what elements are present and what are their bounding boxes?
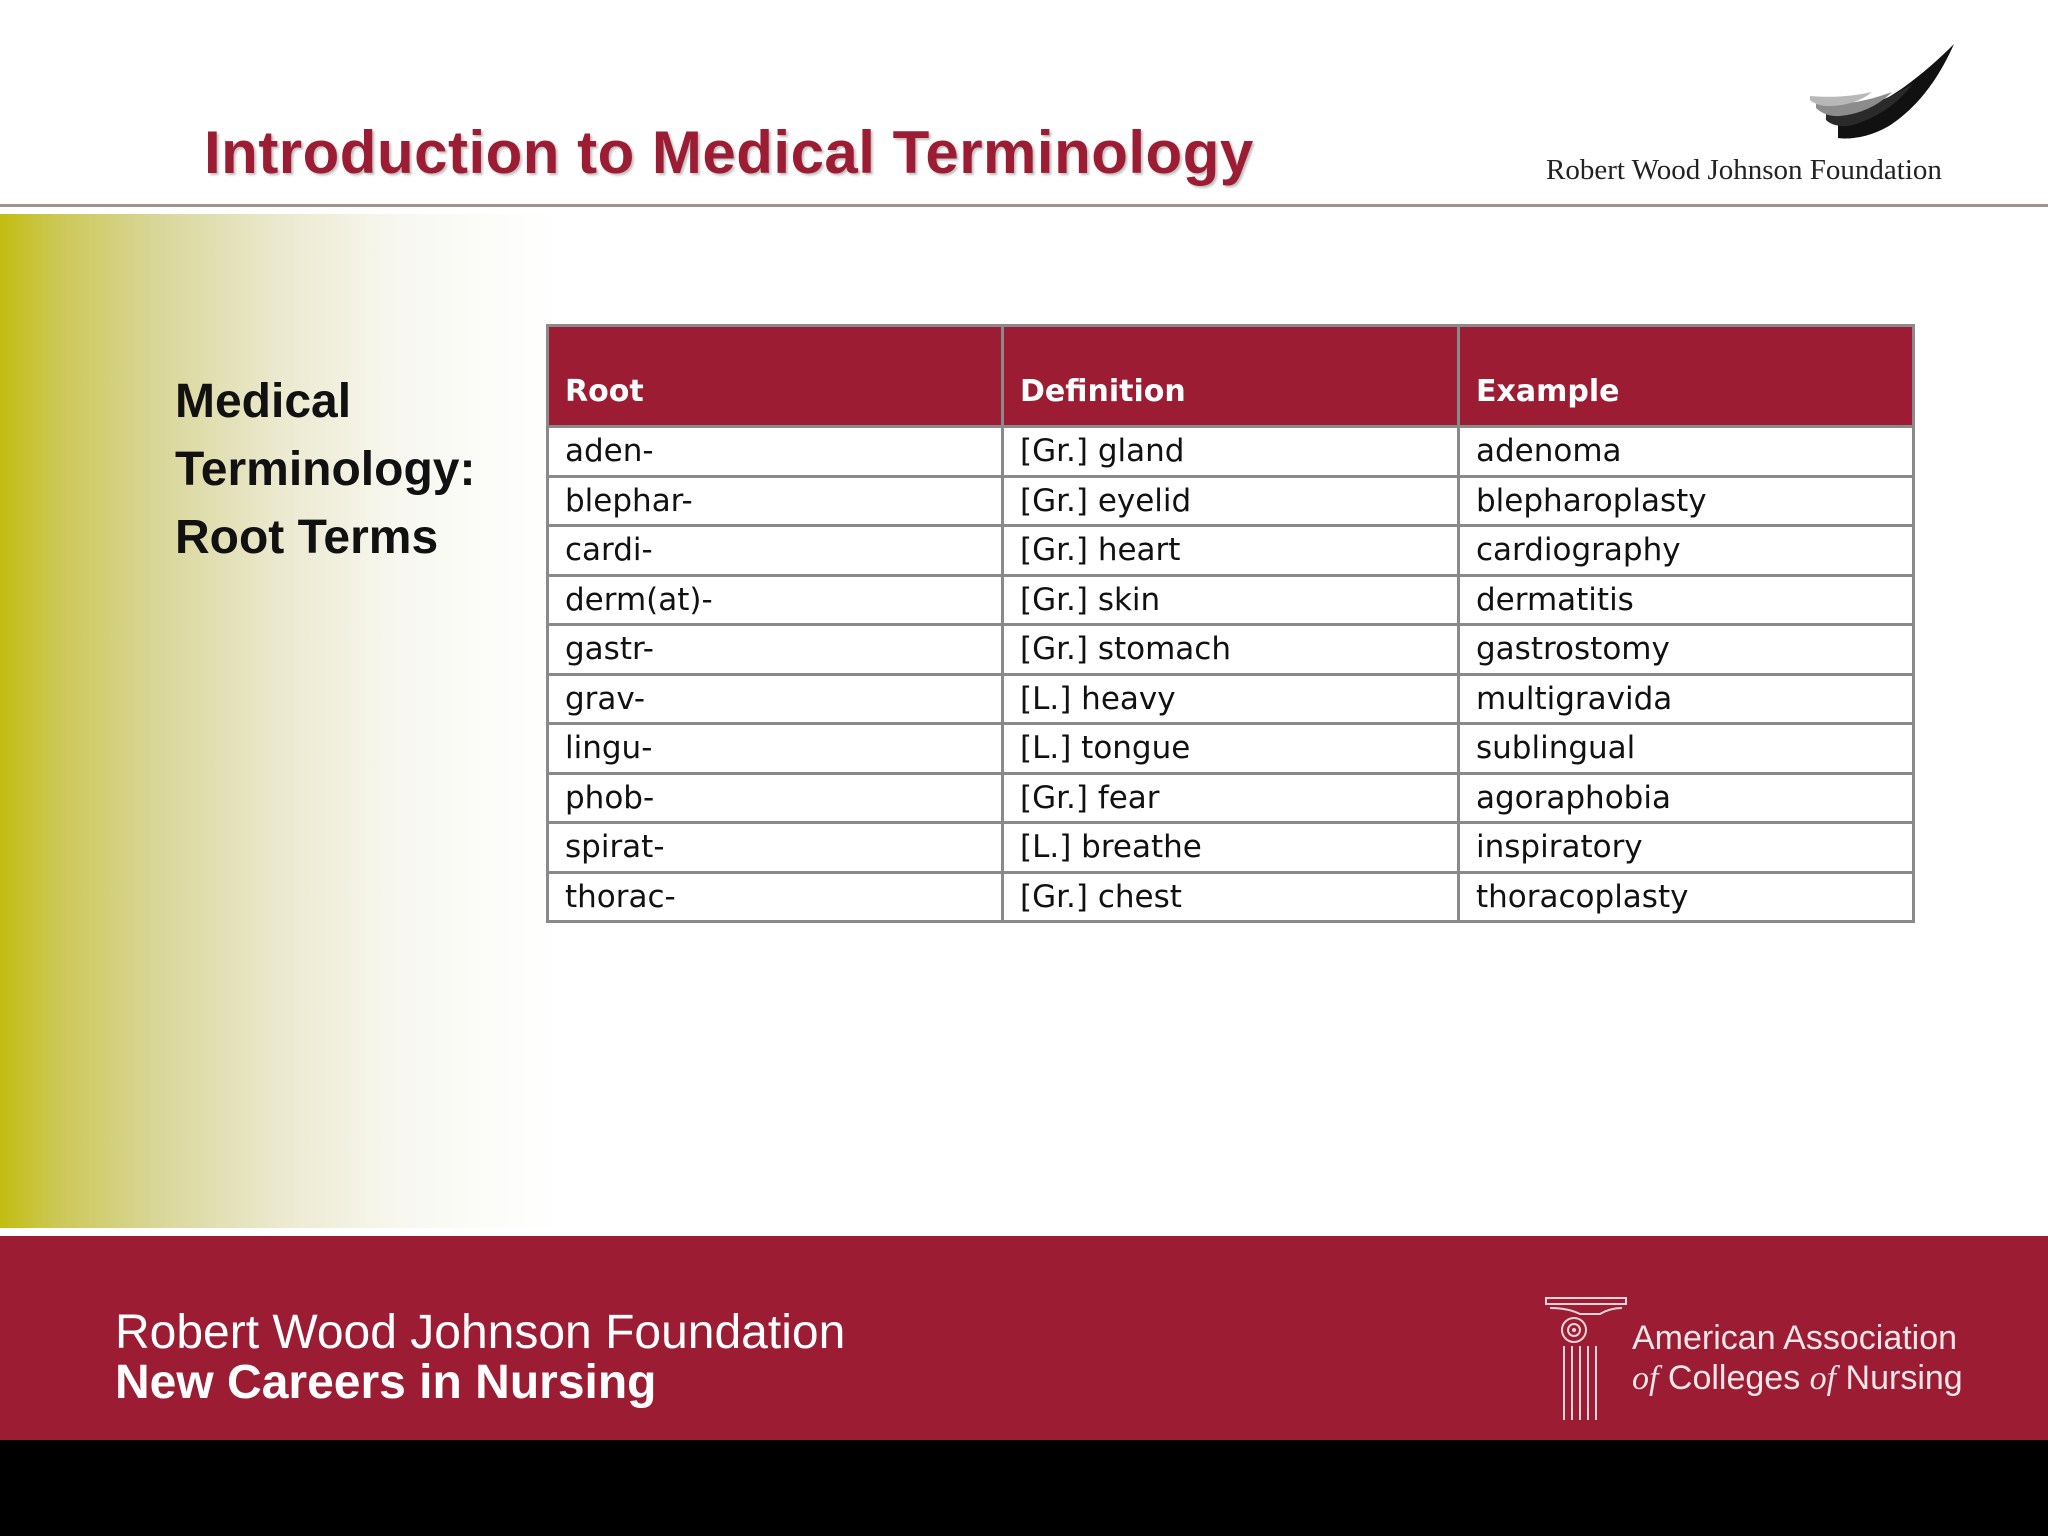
ionic-column-icon	[1540, 1296, 1628, 1422]
table-row	[548, 476, 1914, 526]
root-cell: aden-	[548, 427, 1003, 477]
table-row	[548, 773, 1914, 823]
table-header-row	[548, 326, 1914, 427]
table-row	[548, 526, 1914, 576]
root-cell: phob-	[548, 773, 1003, 823]
column-header-root: Root	[548, 326, 1003, 427]
definition-cell: [Gr.] eyelid	[1003, 476, 1459, 526]
header-divider	[0, 204, 2048, 207]
section-title-line3: Root Terms	[175, 511, 439, 564]
example-cell: adenoma	[1459, 427, 1914, 477]
root-terms-table	[546, 324, 1915, 923]
table-row	[548, 872, 1914, 922]
definition-cell: [Gr.] fear	[1003, 773, 1459, 823]
rwjf-logo-text: Robert Wood Johnson Foundation	[1546, 154, 1942, 186]
example-cell: multigravida	[1459, 674, 1914, 724]
section-title-line2: Terminology:	[175, 443, 476, 496]
side-gradient-band	[0, 214, 560, 1228]
aacn-name	[1632, 1318, 1963, 1399]
root-cell: lingu-	[548, 724, 1003, 774]
table-row	[548, 575, 1914, 625]
section-title-line1: Medical	[175, 375, 352, 428]
definition-cell: [Gr.] skin	[1003, 575, 1459, 625]
root-cell: thorac-	[548, 872, 1003, 922]
definition-cell: [Gr.] gland	[1003, 427, 1459, 477]
example-cell: inspiratory	[1459, 823, 1914, 873]
column-header-example: Example	[1459, 326, 1914, 427]
footer-foundation-name: Robert Wood Johnson Foundation	[115, 1306, 846, 1359]
table-row	[548, 724, 1914, 774]
example-cell: thoracoplasty	[1459, 872, 1914, 922]
example-cell: gastrostomy	[1459, 625, 1914, 675]
definition-cell: [Gr.] stomach	[1003, 625, 1459, 675]
definition-cell: [L.] heavy	[1003, 674, 1459, 724]
column-header-definition: Definition	[1003, 326, 1459, 427]
rwjf-logo	[1540, 40, 1960, 190]
example-cell: dermatitis	[1459, 575, 1914, 625]
root-cell: spirat-	[548, 823, 1003, 873]
root-cell: blephar-	[548, 476, 1003, 526]
table-row	[548, 674, 1914, 724]
table-row	[548, 427, 1914, 477]
aacn-logo	[1540, 1288, 1980, 1428]
definition-cell: [Gr.] chest	[1003, 872, 1459, 922]
definition-cell: [Gr.] heart	[1003, 526, 1459, 576]
section-title	[175, 368, 475, 572]
example-cell: cardiography	[1459, 526, 1914, 576]
root-cell: gastr-	[548, 625, 1003, 675]
aacn-name-line1: American Association	[1632, 1319, 1958, 1357]
example-cell: blepharoplasty	[1459, 476, 1914, 526]
table-row	[548, 823, 1914, 873]
footer-program-name: New Careers in Nursing	[115, 1356, 657, 1409]
page-title: Introduction to Medical Terminology	[204, 119, 1254, 186]
wing-logo-icon	[1808, 40, 1958, 150]
definition-cell: [L.] tongue	[1003, 724, 1459, 774]
table-row	[548, 625, 1914, 675]
root-cell: cardi-	[548, 526, 1003, 576]
aacn-name-line2: of Colleges of Nursing	[1632, 1359, 1963, 1397]
example-cell: sublingual	[1459, 724, 1914, 774]
example-cell: agoraphobia	[1459, 773, 1914, 823]
root-cell: grav-	[548, 674, 1003, 724]
definition-cell: [L.] breathe	[1003, 823, 1459, 873]
root-cell: derm(at)-	[548, 575, 1003, 625]
